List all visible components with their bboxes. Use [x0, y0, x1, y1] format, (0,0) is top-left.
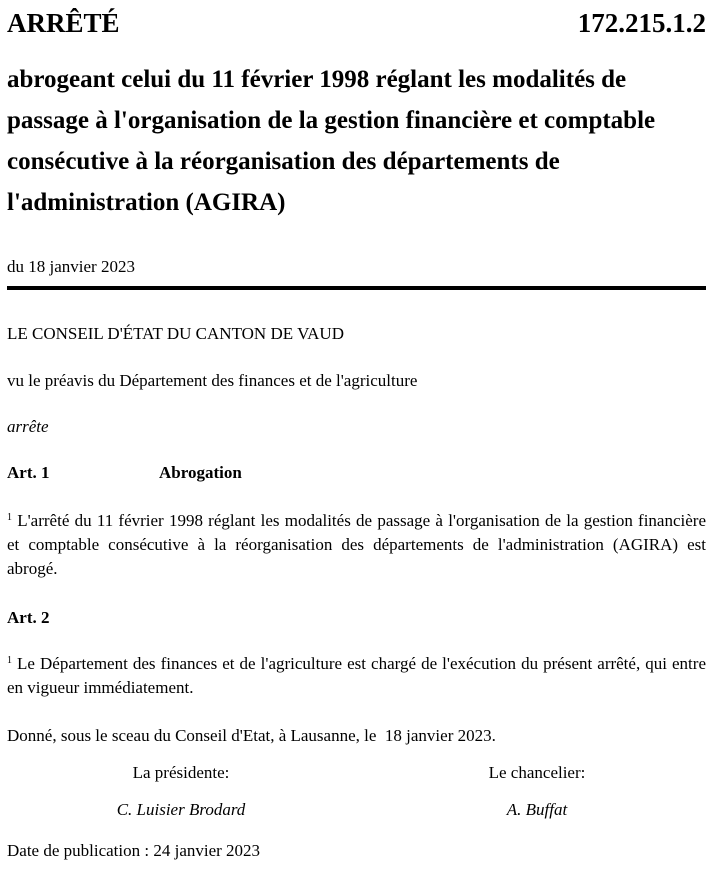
article-1-title: [7, 461, 706, 485]
document-type-label: ARRÊTÉ: [7, 8, 120, 38]
article-1-number: Art. 1: [7, 463, 50, 482]
document-page: [7, 0, 706, 882]
decree-word: arrête: [7, 417, 49, 436]
article-2-text: Le Département des finances et de l'agriculture est chargé de l'exécution du présent arrêté, qui entre en vigueur immédiatement.: [7, 654, 706, 697]
document-header: [7, 6, 706, 40]
article-2-paragraph: [7, 652, 706, 700]
document-title: abrogeant celui du 11 février 1998 réglant les modalités de passage à l'organisation de la gestion financière et comptable consécutive à la réorganisation des départements de l'administration (AGIRA): [7, 66, 656, 216]
left-signatory-name: C. Luisier Brodard: [116, 800, 246, 819]
article-1-text: L'arrêté du 11 février 1998 réglant les modalités de passage à l'organisation de la gestion financière et comptable consécutive à la réorganisation des départements de l'administration (AGIRA) est abrogé.: [7, 511, 706, 578]
article-1-heading: Abrogation: [159, 463, 242, 482]
preamble: vu le préavis du Département des finances et de l'agriculture: [7, 371, 418, 390]
article-2-title: [7, 606, 706, 630]
article-1-paragraph: [7, 509, 706, 581]
article-2-paragraph-marker: 1: [7, 655, 12, 666]
article-1-paragraph-marker: 1: [7, 512, 12, 523]
closing-formula: Donné, sous le sceau du Conseil d'Etat, à Lausanne, le 18 janvier 2023.: [7, 726, 496, 745]
left-signatory-role: La présidente:: [132, 763, 230, 782]
publication-date: Date de publication : 24 janvier 2023: [7, 841, 261, 860]
document-date: du 18 janvier 2023: [7, 257, 135, 276]
header-divider: [7, 286, 706, 290]
right-signatory-role: Le chancelier:: [488, 763, 586, 782]
right-signatory-name: A. Buffat: [506, 800, 568, 819]
issuing-authority: LE CONSEIL D'ÉTAT DU CANTON DE VAUD: [7, 324, 344, 343]
article-2-number: Art. 2: [7, 608, 50, 627]
document-reference-number: 172.215.1.2: [577, 8, 706, 38]
